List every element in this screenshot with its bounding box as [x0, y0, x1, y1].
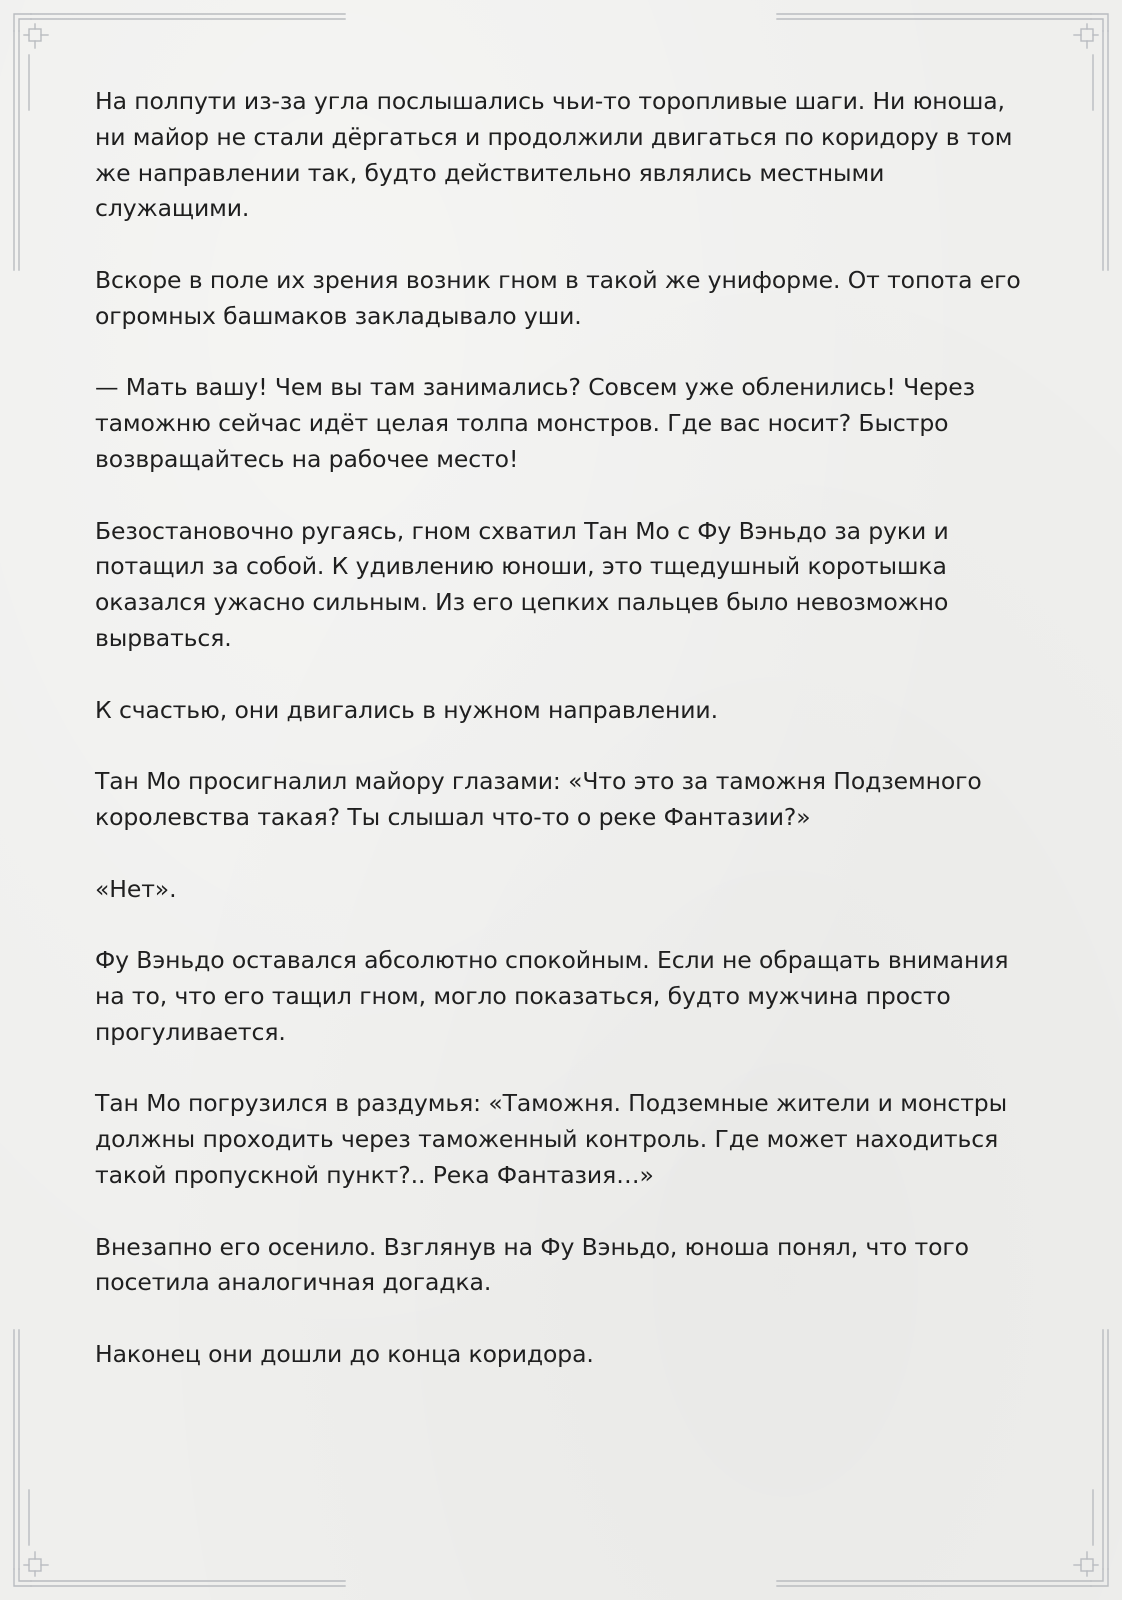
paragraph: На полпути из-за угла послышались чьи-то торопливые шаги. Ни юноша, ни майор не стали дёргаться и продолжили двигаться по коридору в том же направлении так, будто действительно являлись местными служащими. [95, 87, 1013, 223]
paragraph: Фу Вэньдо оставался абсолютно спокойным. Если не обращать внимания на то, что его тащил гном, могло показаться, будто мужчина просто прогуливается. [95, 946, 1009, 1046]
paragraph: Тан Мо погрузился в раздумья: «Таможня. Подземные жители и монстры должны проходить через таможенный контроль. Где может находиться такой пропускной пункт?.. Река Фантазия…» [95, 1089, 1008, 1189]
paragraph: Внезапно его осенило. Взглянув на Фу Вэньдо, юноша понял, что того посетила аналогичная догадка. [95, 1232, 969, 1297]
paragraph: — Мать вашу! Чем вы там занимались? Совсем уже обленились! Через таможню сейчас идёт целая толпа монстров. Где вас носит? Быстро возвращайтесь на рабочее место! [95, 373, 976, 473]
paragraph: Тан Мо просигналил майору глазами: «Что это за таможня Подземного королевства такая? Ты слышал что-то о реке Фантазии?» [95, 767, 982, 831]
paragraph: Безостановочно ругаясь, гном схватил Тан Мо с Фу Вэньдо за руки и потащил за собой. К удивлению юноши, это тщедушный коротышка оказался ужасно сильным. Из его цепких пальцев было невозможно вырваться. [95, 516, 949, 652]
document-body [95, 84, 1035, 1373]
paragraph: К счастью, они двигались в нужном направлении. [95, 695, 718, 724]
paragraph: Наконец они дошли до конца коридора. [95, 1339, 594, 1368]
paragraph: Вскоре в поле их зрения возник гном в такой же униформе. От топота его огромных башмаков закладывало уши. [95, 265, 1021, 330]
paragraph: «Нет». [95, 874, 177, 903]
